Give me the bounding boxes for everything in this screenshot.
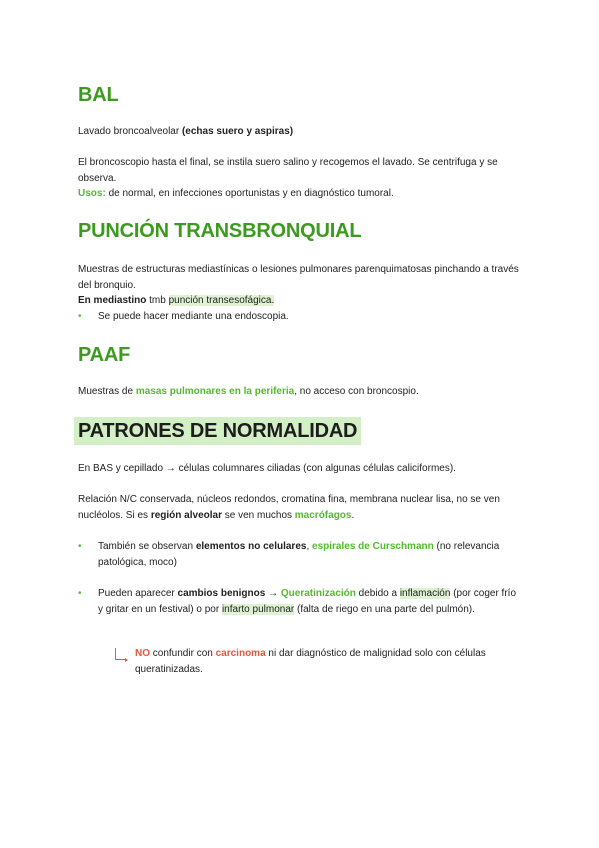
heading-puncion-transbronquial: PUNCIÓN TRANSBRONQUIAL (78, 220, 362, 242)
bal-description: El broncoscopio hasta el final, se instila suero salino y recogemos el lavado. Se centrifuga y se observa. (78, 157, 498, 184)
puncion-mediastino-bold: En mediastino (78, 295, 147, 306)
list-item-text: Pueden aparecer cambios benignos → Queratinización debido a inflamación (por coger frío y gritar en un festival) o por infarto pulmonar (falta de riego en una parte del pulmón). (98, 588, 517, 615)
patrones-relacion (78, 492, 528, 524)
heading-patrones-normalidad: PATRONES DE NORMALIDAD (74, 417, 361, 445)
puncion-mediastino-text: tmb (146, 295, 169, 306)
queratinizacion-green: Queratinización (280, 588, 356, 599)
macrofagos-green: macrófagos (294, 510, 352, 521)
bal-usos (78, 186, 528, 202)
paaf-text-end: , no acceso con broncospio. (294, 386, 419, 397)
bal-definition-bold: (echas suero y aspiras) (181, 126, 294, 137)
patrones-bas: En BAS y cepillado → células columnares ciliadas (con algunas células caliciformes). (78, 463, 456, 474)
return-arrow-icon (115, 648, 125, 660)
list-item-text: También se observan elementos no celulares, espirales de Curschmann (no relevancia patológica, moco) (98, 541, 500, 568)
bullet-icon: • (78, 541, 82, 552)
curschmann-green: espirales de Curschmann (312, 541, 434, 552)
heading-bal: BAL (78, 84, 119, 106)
bullet-icon: • (78, 311, 82, 322)
no-red: NO (135, 648, 150, 659)
puncion-mediastino (78, 293, 528, 309)
bal-usos-label: Usos: (78, 188, 106, 199)
heading-paaf: PAAF (78, 344, 131, 366)
elementos-no-celulares-bold: elementos no celulares (195, 541, 307, 552)
puncion-transesofagica-highlight: punción transesofágica. (168, 295, 275, 306)
paaf-text: Muestras de (78, 386, 136, 397)
bal-definition-text: Lavado broncoalveolar (78, 126, 182, 137)
infarto-pulmonar-highlight: infarto pulmonar (221, 604, 295, 615)
puncion-description: Muestras de estructuras mediastínicas o lesiones pulmonares parenquimatosas pinchando a través del bronquio. (78, 264, 519, 291)
carcinoma-red: carcinoma (215, 648, 266, 659)
warning-text: NO confundir con carcinoma ni dar diagnóstico de malignidad solo con células queratinizadas. (135, 648, 486, 675)
bullet-icon: • (78, 588, 82, 599)
patrones-relacion-text-2: se ven muchos (221, 510, 295, 521)
bal-definition (78, 124, 528, 140)
paaf-green-text: masas pulmonares en la periferia (135, 386, 295, 397)
cambios-benignos-bold: cambios benignos (177, 588, 266, 599)
patrones-relacion-period: . (351, 510, 355, 521)
bal-usos-text: de normal, en infecciones oportunistas y en diagnóstico tumoral. (105, 188, 394, 199)
paaf-description (78, 384, 528, 400)
region-alveolar-bold: región alveolar (150, 510, 222, 521)
inflamacion-highlight: inflamación (399, 588, 451, 599)
patrones-relacion-text: Relación N/C conservada, núcleos redondos, cromatina fina, membrana nuclear lisa, no se ven nucléolos. Si es (78, 494, 500, 521)
list-item-text: Se puede hacer mediante una endoscopia. (98, 311, 289, 322)
